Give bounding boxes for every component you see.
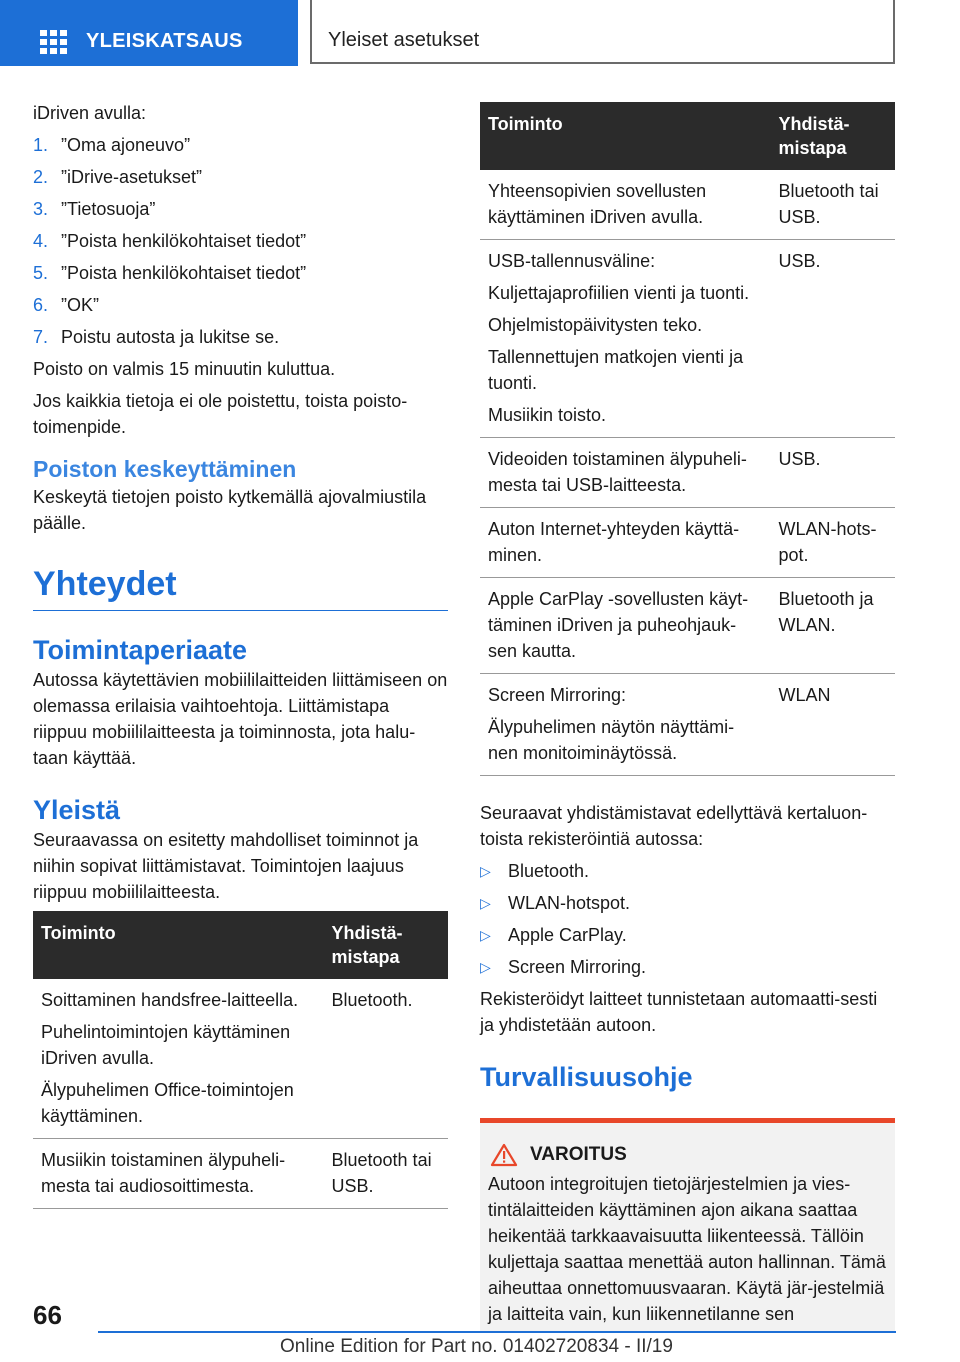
done-text: Poisto on valmis 15 minuutin kuluttua.: [33, 359, 336, 379]
overview-tab[interactable]: [0, 0, 298, 66]
overview-tab-label: YLEISKATSAUS: [86, 30, 243, 52]
step-number: 6.: [33, 295, 49, 315]
function-cell: [480, 508, 771, 578]
grid-menu-icon: [40, 30, 67, 53]
page-number: 66: [33, 1300, 62, 1330]
method-cell: Bluetooth.: [324, 979, 449, 1139]
function-line: Musiikin toistaminen älypuheli-mesta tai audiosoittimesta.: [41, 1150, 286, 1196]
table-row: [33, 1139, 448, 1209]
step-number: 1.: [33, 135, 49, 155]
function-cell: [480, 674, 771, 776]
table-row: [33, 979, 448, 1139]
warning-triangle-icon: [490, 1143, 518, 1167]
table-row: [480, 240, 895, 438]
table-row: [480, 508, 895, 578]
connections-heading: Yhteydet: [33, 564, 448, 611]
function-line: Puhelintoimintojen käyttäminen iDriven avulla.: [41, 1022, 291, 1068]
repeat-text: Jos kaikkia tietoja ei ole poistettu, toista poisto-toimenpide.: [33, 391, 408, 437]
table-header-row: [480, 102, 895, 170]
safety-heading: Turvallisuusohje: [480, 1062, 693, 1092]
step-item: [33, 132, 448, 158]
register-text: Seuraavat yhdistämistavat edellyttävä kertaluon-toista rekisteröintiä autossa:: [480, 803, 868, 849]
step-item: [33, 164, 448, 190]
cancel-heading: Poiston keskeyttäminen: [33, 456, 297, 482]
list-item-text: Screen Mirroring.: [508, 957, 647, 977]
step-number: 5.: [33, 263, 49, 283]
page-header: [0, 0, 960, 66]
step-text: ”iDrive-asetukset”: [61, 167, 203, 187]
functions-table-right: [480, 102, 895, 776]
step-number: 3.: [33, 199, 49, 219]
list-item-text: WLAN-hotspot.: [508, 893, 631, 913]
step-number: 4.: [33, 231, 49, 251]
function-line: Älypuhelimen näytön näyttämi-nen monitoiminäytössä.: [488, 717, 735, 763]
column-header-function: Toiminto: [480, 102, 771, 170]
step-text: ”Tietosuoja”: [61, 199, 156, 219]
function-line: Auton Internet-yhteyden käyttä-minen.: [488, 519, 740, 565]
list-item: [480, 954, 895, 980]
table-row: [480, 438, 895, 508]
method-cell: Bluetooth tai USB.: [324, 1139, 449, 1209]
function-cell: [33, 979, 324, 1139]
function-line: USB-tallennusväline:: [488, 251, 656, 271]
principle-heading: Toimintaperiaate: [33, 635, 248, 665]
warning-text: Autoon integroitujen tietojärjestelmien ja vies-tintälaitteiden käyttäminen ajon aikana saattaa heikentää tarkkaavaisuutta liikenteessä. Tällöin kuljettaja saattaa menettää auton hallinnan. Tämä aiheuttaa onnettomuusvaaran. Käytä jär-jestelmiä ja laitteita vain, kun liikennetilanne sen: [488, 1174, 886, 1324]
step-item: [33, 292, 448, 318]
warning-box: [480, 1118, 895, 1333]
register-list: [480, 858, 895, 980]
cancel-text: Keskeytä tietojen poisto kytkemällä ajovalmiustila päälle.: [33, 487, 427, 533]
section-tab[interactable]: [310, 0, 895, 64]
table-row: [480, 170, 895, 240]
functions-table-left: [33, 911, 448, 1209]
function-line: Soittaminen handsfree-laitteella.: [41, 990, 299, 1010]
method-cell: Bluetooth tai USB.: [771, 170, 896, 240]
triangle-bullet-icon: ▷: [480, 927, 491, 943]
function-line: Musiikin toisto.: [488, 405, 607, 425]
step-item: [33, 196, 448, 222]
method-cell: Bluetooth ja WLAN.: [771, 578, 896, 674]
function-line: Yhteensopivien sovellusten käyttäminen iDriven avulla.: [488, 181, 707, 227]
table-row: [480, 674, 895, 776]
step-number: 2.: [33, 167, 49, 187]
triangle-bullet-icon: ▷: [480, 959, 491, 975]
general-heading: Yleistä: [33, 795, 121, 825]
table-row: [480, 578, 895, 674]
steps-list: [33, 132, 448, 350]
table-header-row: [33, 911, 448, 979]
triangle-bullet-icon: ▷: [480, 863, 491, 879]
function-line: Tallennettujen matkojen vienti ja tuonti.: [488, 347, 744, 393]
warning-header: [488, 1143, 887, 1167]
step-text: ”Poista henkilökohtaiset tiedot”: [61, 231, 307, 251]
list-item: [480, 858, 895, 884]
function-line: Älypuhelimen Office-toimintojen käyttäminen.: [41, 1080, 294, 1126]
auto-text: Rekisteröidyt laitteet tunnistetaan automaatti-sesti ja yhdistetään autoon.: [480, 989, 878, 1035]
list-item-text: Bluetooth.: [508, 861, 590, 881]
function-line: Ohjelmistopäivitysten teko.: [488, 315, 703, 335]
step-number: 7.: [33, 327, 49, 347]
footer-divider: [98, 1331, 896, 1333]
right-column: [480, 102, 895, 1333]
general-text: Seuraavassa on esitetty mahdolliset toiminnot ja niihin sopivat liittämistavat. Toimintojen laajuus riippuu mobiililaitteesta.: [33, 830, 419, 902]
left-column: [33, 100, 448, 1209]
intro-text: iDriven avulla:: [33, 103, 147, 123]
step-text: ”Oma ajoneuvo”: [61, 135, 191, 155]
column-header-method: Yhdistä-mistapa: [771, 102, 896, 170]
function-cell: [480, 578, 771, 674]
step-item: [33, 228, 448, 254]
method-cell: WLAN: [771, 674, 896, 776]
function-line: Videoiden toistaminen älypuheli-mesta tai USB-laitteesta.: [488, 449, 747, 495]
step-item: [33, 324, 448, 350]
function-cell: [33, 1139, 324, 1209]
list-item: [480, 890, 895, 916]
function-line: Screen Mirroring:: [488, 685, 627, 705]
column-header-method: Yhdistä-mistapa: [324, 911, 449, 979]
step-item: [33, 260, 448, 286]
step-text: ”OK”: [61, 295, 99, 315]
function-cell: [480, 170, 771, 240]
function-cell: [480, 240, 771, 438]
footer-edition: Online Edition for Part no. 01402720834 - II/19: [280, 1336, 673, 1357]
method-cell: USB.: [771, 240, 896, 438]
step-text: ”Poista henkilökohtaiset tiedot”: [61, 263, 307, 283]
section-tab-label: Yleiset asetukset: [328, 29, 480, 51]
list-item-text: Apple CarPlay.: [508, 925, 627, 945]
function-line: Kuljettajaprofiilien vienti ja tuonti.: [488, 283, 750, 303]
function-line: Apple CarPlay -sovellusten käyt-täminen iDriven ja puheohjauk-sen kautta.: [488, 589, 749, 661]
warning-title: VAROITUS: [530, 1144, 627, 1165]
function-cell: [480, 438, 771, 508]
method-cell: USB.: [771, 438, 896, 508]
method-cell: WLAN-hots-pot.: [771, 508, 896, 578]
triangle-bullet-icon: ▷: [480, 895, 491, 911]
list-item: [480, 922, 895, 948]
column-header-function: Toiminto: [33, 911, 324, 979]
step-text: Poistu autosta ja lukitse se.: [61, 327, 280, 347]
principle-text: Autossa käytettävien mobiililaitteiden liittämiseen on olemassa erilaisia vaihtoehtoja. Liittämistapa riippuu mobiililaitteesta ja toiminnosta, jota halu-taan käyttää.: [33, 670, 448, 768]
